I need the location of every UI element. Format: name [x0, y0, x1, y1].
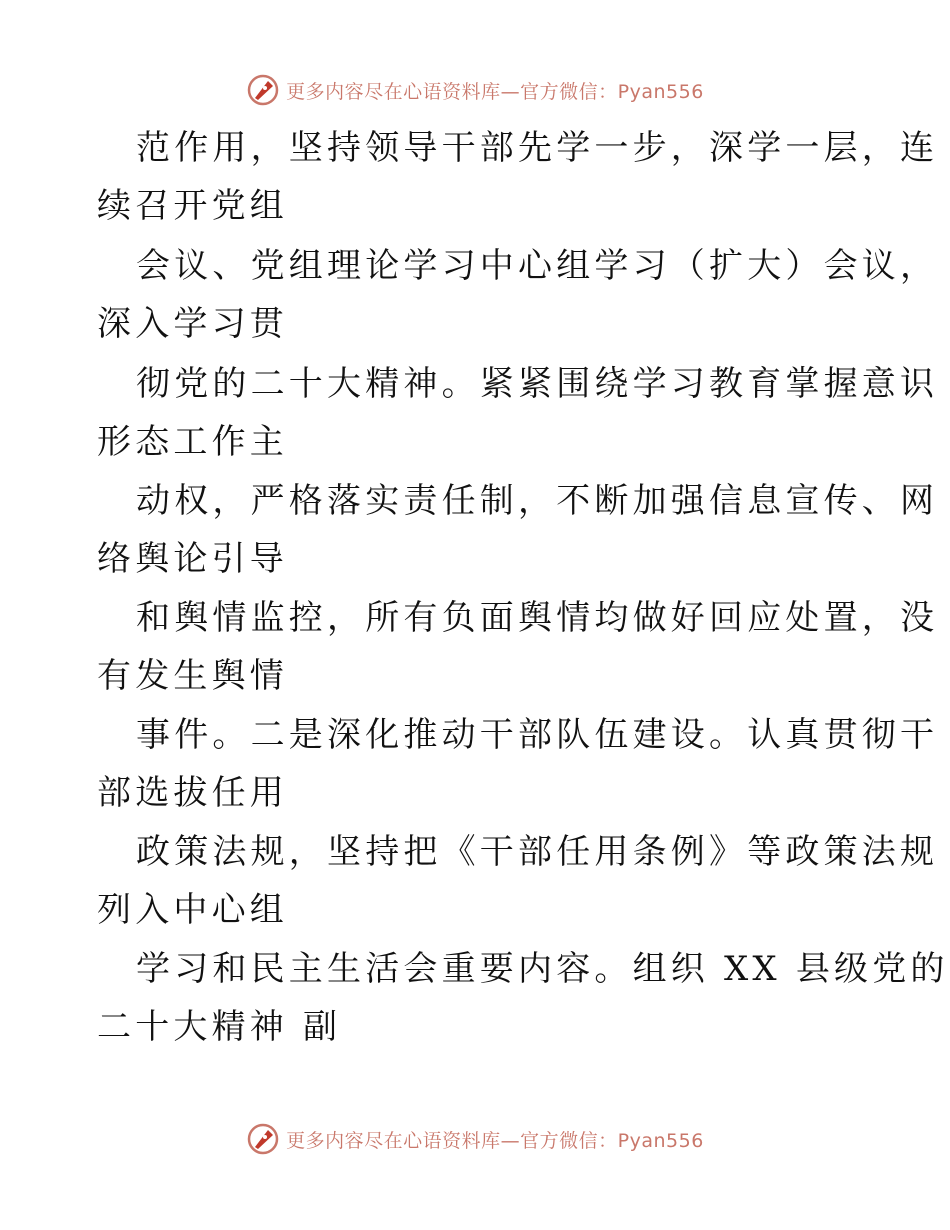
line-3: 会议、党组理论学习中心组学习（扩大）会议， — [136, 246, 939, 286]
footer-watermark — [0, 1121, 950, 1157]
footer-text: 更多内容尽在心语资料库—官方微信：Pyan556 — [286, 1129, 704, 1152]
line-13: 政策法规，坚持把《干部任用条例》等政策法规 — [136, 832, 939, 872]
line-14: 列入中心组 — [97, 890, 288, 930]
pen-nib-circle-icon — [246, 1122, 280, 1156]
pen-nib-circle-icon — [246, 73, 280, 107]
line-15: 学习和民主生活会重要内容。组织 XX 县级党的 — [136, 949, 949, 989]
header-watermark — [0, 72, 950, 108]
line-9: 和舆情监控，所有负面舆情均做好回应处置，没 — [136, 598, 939, 638]
line-5: 彻党的二十大精神。紧紧围绕学习教育掌握意识 — [136, 364, 939, 404]
line-1: 范作用，坚持领导干部先学一步，深学一层，连 — [136, 128, 939, 168]
line-6: 形态工作主 — [97, 422, 288, 462]
line-8: 络舆论引导 — [97, 539, 288, 579]
header-text: 更多内容尽在心语资料库—官方微信：Pyan556 — [286, 80, 704, 103]
line-11: 事件。二是深化推动干部队伍建设。认真贯彻干 — [136, 715, 939, 755]
line-10: 有发生舆情 — [97, 656, 288, 696]
line-16: 二十大精神 副 — [97, 1007, 342, 1047]
line-4: 深入学习贯 — [97, 304, 288, 344]
line-2: 续召开党组 — [97, 186, 288, 226]
line-12: 部选拔任用 — [97, 773, 288, 813]
line-7: 动权，严格落实责任制，不断加强信息宣传、网 — [136, 481, 939, 521]
